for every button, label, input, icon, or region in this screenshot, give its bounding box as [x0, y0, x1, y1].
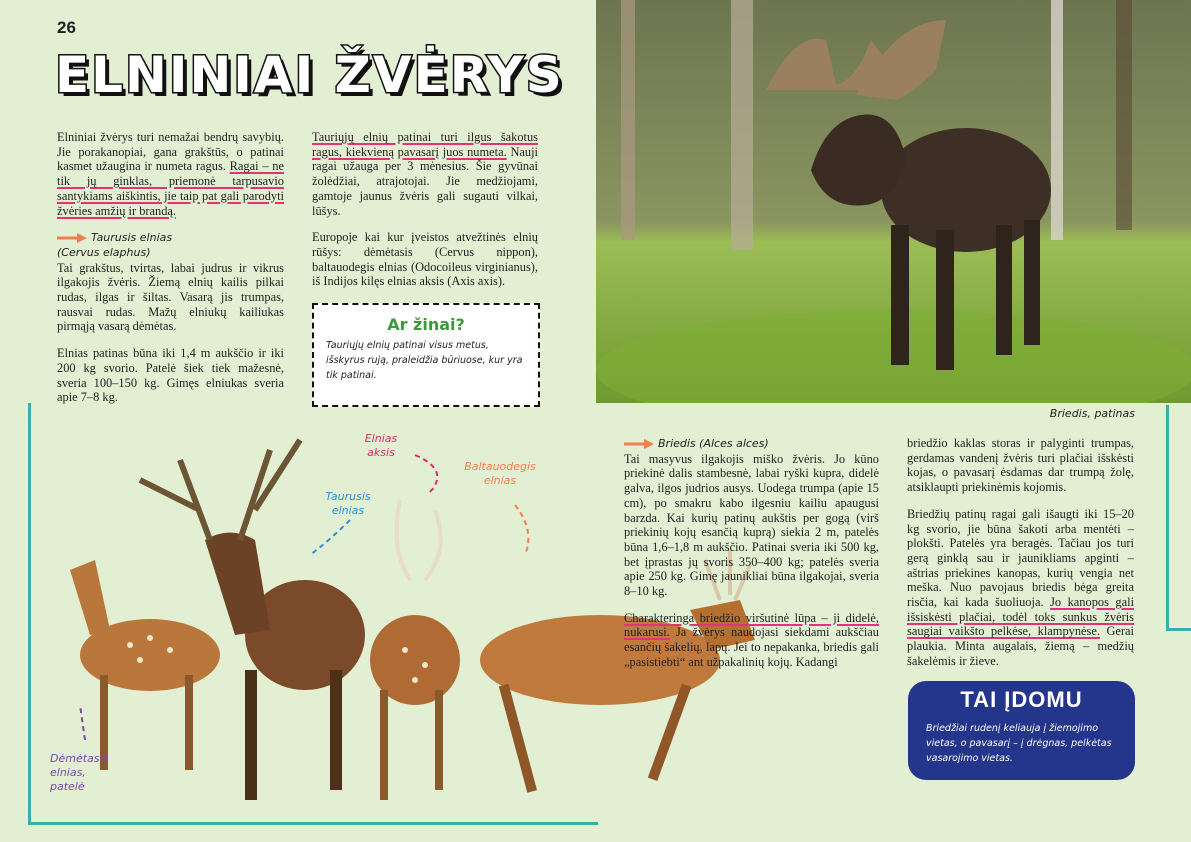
- fun-fact-box: [908, 681, 1135, 780]
- column-1: [57, 130, 284, 405]
- antler-text: Briedžių patinų ragai gali išaugti iki 15–20 kg svorio, jie būna šakoti arba mentėti – plokšti. Patelės yra beragės. Tačiau jos turi gerą ginklą sau ir jaunikliams apginti – aštrias priekines kanopas, kurių vengia net meška. Nuo pavojaus briedis bėga greita risčia, kai kada šuoliuoja.: [907, 506, 1134, 610]
- diet-text: Gerai plaukia. Minta augalais, žiemą – medžių šakelėmis ir žieve.: [907, 624, 1134, 668]
- label-white-tailed-deer: Baltauodegis elnias: [464, 460, 536, 487]
- antlers-text: Nauji ragai užauga per 3 mėnesius. Šie gyvūnai žolėdžiai, atrajotojai. Jie medžiojami, gamtoje jaunus žvėris gali sugauti vilkai, lūšys.: [312, 144, 538, 218]
- moose-title: Briedis (Alces alces): [658, 437, 769, 450]
- label-axis-deer: Elnias aksis: [364, 432, 398, 459]
- column-4: [907, 436, 1134, 669]
- introduced-species-paragraph: Europoje kai kur įveistos atvežtinės elnių rūšys: dėmėtasis (Cervus nippon), baltauodegis elnias (Odocoileus virginianus), iš Indijos kilęs elnias aksis (Axis axis).: [312, 230, 538, 289]
- did-you-know-title: Ar žinai?: [387, 315, 465, 334]
- frame-line-right-tick: [1166, 628, 1191, 631]
- red-deer-heading: [57, 230, 284, 246]
- arrow-right-icon: [57, 233, 87, 243]
- red-deer-latin: (Cervus elaphus): [57, 245, 151, 259]
- fun-fact-text: Briedžiai rudenį keliauja į žiemojimo vietas, o pavasarį – į drėgnas, pelkėtas vasarojimo vietas.: [926, 723, 1112, 764]
- intro-text: Elniniai žvėrys turi nemažai bendrų savybių. Jie porakanopiai, gana grakštūs, o patinai kasmet užaugina ir numeta ragus.: [57, 130, 284, 174]
- did-you-know-text: Tauriųjų elnių patinai visus metus, išskyrus rują, praleidžia būriuose, kur yra tik patinai.: [326, 340, 523, 381]
- lip-text: Ja žvėrys naudojasi siekdami aukščiau esančių šakelių, lapų. Jei to nepakanka, briedis gali „pasistiebti“ ant užpakalinių kojų. Kadangi: [624, 625, 879, 669]
- page-number: 26: [57, 18, 76, 37]
- sika-doe-figure: [70, 560, 220, 770]
- frame-line-right: [1166, 405, 1169, 630]
- column-3: [624, 436, 879, 670]
- photo-caption: Briedis, patinas: [1049, 407, 1135, 420]
- column-2-paragraph-1: [312, 130, 538, 218]
- label-red-deer: Taurusis elnias: [325, 490, 371, 517]
- axis-deer-figure: [370, 500, 460, 800]
- moose-heading: [624, 436, 879, 452]
- label-sika-doe: Dėmėtasis elnias, patelė: [50, 752, 109, 793]
- page-title: ELNINIAI ŽVĖRYS: [55, 46, 564, 104]
- moose-paragraph-1: Tai masyvus ilgakojis miško žvėris. Jo kūno priekinė dalis stambesnė, labai ryški kupra, didelė galva, ilgos judrios ausys. Uodega trumpa (apie 15 cm), po smakru kabo ilgesniu kailiu apaugusi barzda. Kai kurių patinų aukštis per gogą (virš priekinių kojų esančią kuprą) siekia 2 m, patelės būna 1,6–1,8 m aukščio. Patinai sveria iki 500 kg, bet įprastas jų svoris 350–400 kg; patelės sveria apie 250 kg. Gimę jaunikliai būna ilgakojai, sveria 8–10 kg.: [624, 451, 879, 599]
- red-deer-paragraph-2: Elnias patinas būna iki 1,4 m aukščio ir iki 200 kg svorio. Patelė šiek tiek mažesnė, sveria 100–150 kg. Gimęs elniukas sveria apie 7–8 kg.: [57, 346, 284, 405]
- column-2: [312, 130, 538, 289]
- red-deer-title: Taurusis elnias: [91, 231, 173, 245]
- intro-paragraph: [57, 130, 284, 218]
- moose-photo: [596, 0, 1191, 403]
- moose-paragraph-3: briedžio kaklas storas ir palyginti trumpas, gerdamas vandenį žvėris turi plačiai išskėsti kojas, o pavasarį ėsdamas dar trumpą žolę, atsiklaupti priekinėmis kojomis.: [907, 436, 1134, 495]
- did-you-know-box: [312, 303, 540, 407]
- red-deer-paragraph-1: Tai grakštus, tvirtas, labai judrus ir vikrus ilgakojis žvėris. Žiemą elnių kailis pilkai rudas, ilgas ir šiltas. Vasarą jis trumpas, rausvai rudas. Mažų elniukų kailiukas pirmąją vasarą dėmėtas.: [57, 260, 284, 334]
- fun-fact-title: TAI ĮDOMU: [960, 687, 1083, 712]
- frame-line-left: [28, 403, 31, 823]
- moose-paragraph-2: [624, 611, 879, 670]
- lip-underlined: Charakteringa briedžio viršutinė lūpa – ji didelė, nukarusi.: [624, 610, 879, 640]
- hooves-underlined: Jo kanopos gali išsiskėsti plačiai, todėl toks sunkus žvėris saugiai vaikšto pelkėse, klampynėse.: [907, 595, 1135, 639]
- antlers-underlined: Tauriųjų elnių patinai turi ilgus šakotus ragus, kiekvieną pavasarį juos numeta.: [312, 130, 538, 159]
- arrow-right-icon: [624, 439, 654, 449]
- moose-paragraph-4: [907, 507, 1134, 669]
- intro-underlined: Ragai – ne tik jų ginklas, priemonė tarpusavio santykiams aiškintis, jie taip pat gali parodyti žvėries amžių ir brandą.: [57, 159, 284, 218]
- frame-line-bottom: [28, 822, 598, 825]
